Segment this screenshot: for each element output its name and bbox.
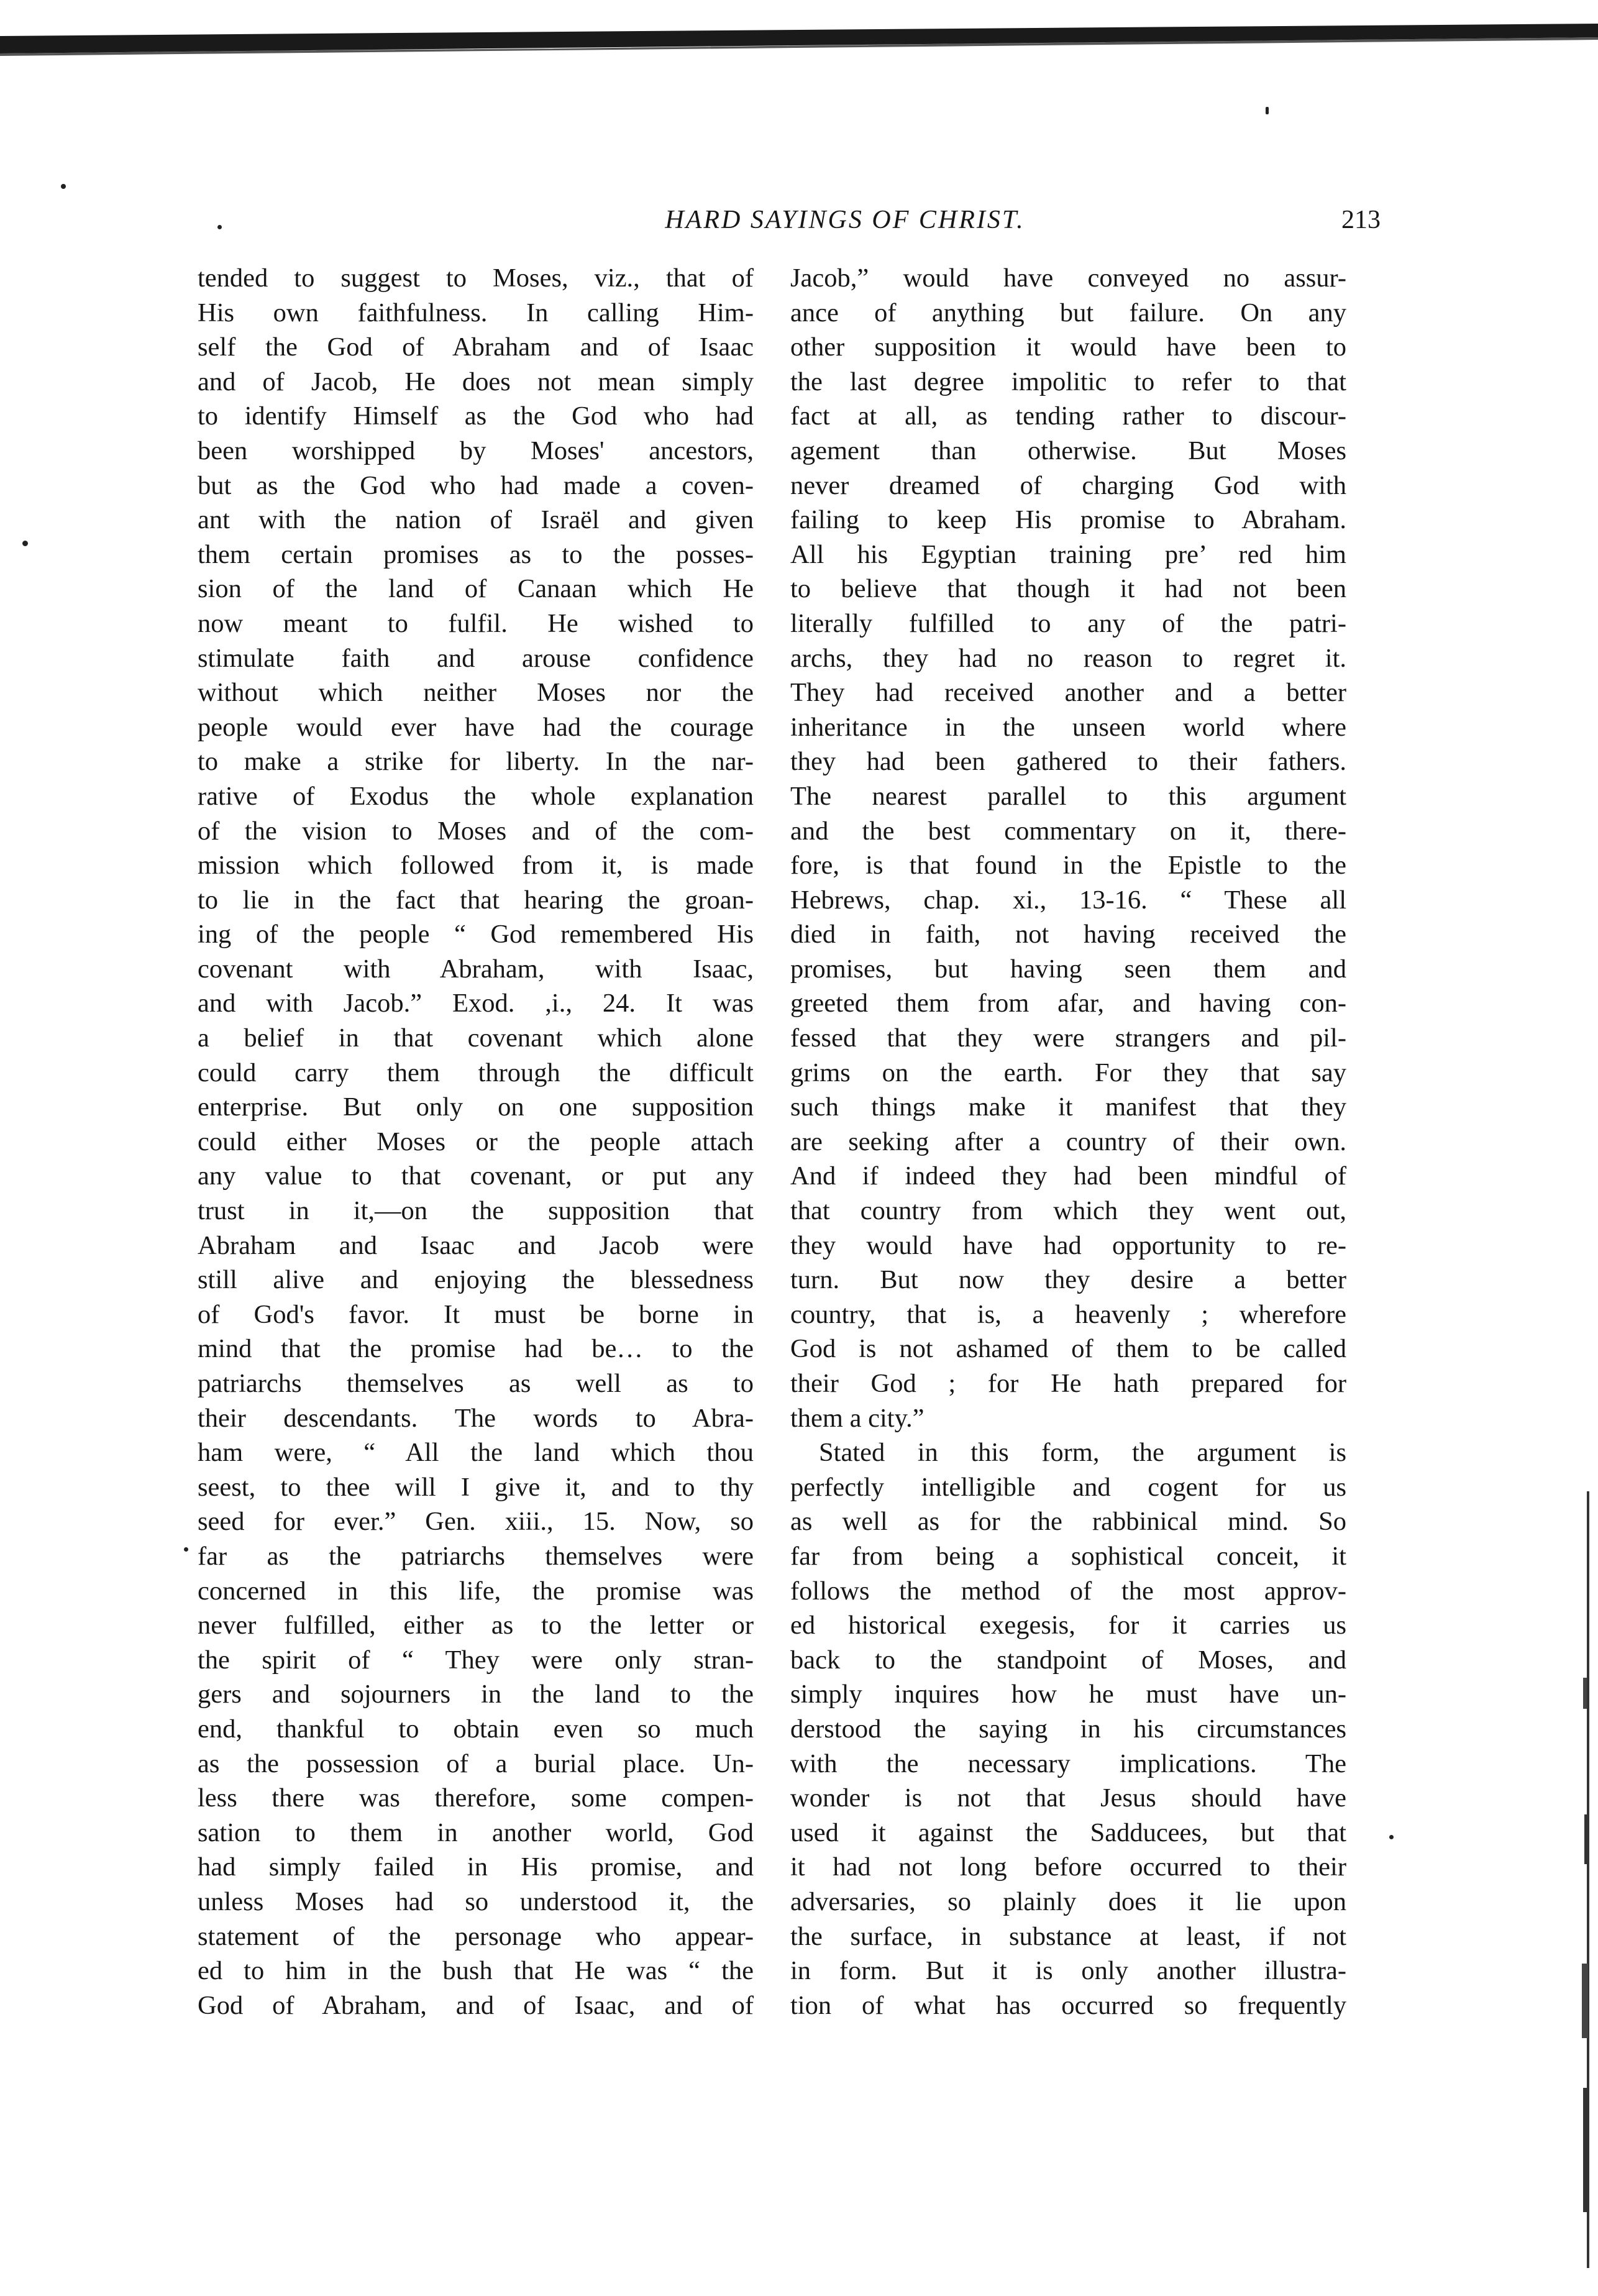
- text-line: literally fulfilled to any of the patri-: [790, 608, 1346, 638]
- text-line: fore, is that found in the Epistle to the: [790, 851, 1346, 880]
- text-line: failing to keep His promise to Abraham.: [790, 505, 1346, 535]
- text-line: country, that is, a heavenly ; wherefore: [790, 1299, 1346, 1329]
- scan-top-edge: [0, 24, 1598, 61]
- text-line: less there was therefore, some compen-: [198, 1783, 754, 1813]
- text-line: but as the God who had made a coven-: [198, 470, 754, 500]
- text-line: trust in it,—on the supposition that: [198, 1196, 754, 1226]
- text-line: never dreamed of charging God with: [790, 470, 1346, 500]
- text-line: such things make it manifest that they: [790, 1092, 1346, 1122]
- text-line: that country from which they went out,: [790, 1196, 1346, 1226]
- text-line: His own faithfulness. In calling Him-: [198, 298, 754, 327]
- text-line: All his Egyptian training pre’ red him: [790, 539, 1346, 569]
- scan-speck: [1389, 1835, 1394, 1839]
- text-line: Abraham and Isaac and Jacob were: [198, 1230, 754, 1260]
- text-line: them certain promises as to the posses-: [198, 539, 754, 569]
- text-line: greeted them from afar, and having con-: [790, 989, 1346, 1018]
- scan-edge-noise: [1573, 1491, 1598, 2268]
- text-line: far from being a sophistical conceit, it: [790, 1541, 1346, 1571]
- text-line: to lie in the fact that hearing the groan-: [198, 885, 754, 915]
- text-line: fessed that they were strangers and pil-: [790, 1023, 1346, 1053]
- text-line: Stated in this form, the argument is: [819, 1438, 1346, 1468]
- text-line: could carry them through the difficult: [198, 1058, 754, 1087]
- page-header: [211, 205, 1392, 242]
- text-line: never fulfilled, either as to the letter or: [198, 1611, 754, 1640]
- text-line: could either Moses or the people attach: [198, 1127, 754, 1156]
- text-line: Hebrews, chap. xi., 13-16. “ These all: [790, 885, 1346, 915]
- text-line: now meant to fulfil. He wished to: [198, 608, 754, 638]
- text-line: patriarchs themselves as well as to: [198, 1369, 754, 1398]
- text-line: The nearest parallel to this argument: [790, 781, 1346, 811]
- text-line: been worshipped by Moses' ancestors,: [198, 436, 754, 465]
- text-line: concerned in this life, the promise was: [198, 1576, 754, 1606]
- text-line: with the necessary implications. The: [790, 1749, 1346, 1778]
- text-line: other supposition it would have been to: [790, 332, 1346, 362]
- text-line: the last degree impolitic to refer to that: [790, 367, 1346, 396]
- text-line: ed historical exegesis, for it carries us: [790, 1611, 1346, 1640]
- text-line: gers and sojourners in the land to the: [198, 1680, 754, 1709]
- text-line: agement than otherwise. But Moses: [790, 436, 1346, 465]
- scan-speck: [61, 184, 66, 189]
- scan-speck: [1266, 107, 1269, 114]
- text-line: turn. But now they desire a better: [790, 1265, 1346, 1295]
- text-line: it had not long before occurred to their: [790, 1852, 1346, 1882]
- text-line: rative of Exodus the whole explanation: [198, 781, 754, 811]
- text-line: end, thankful to obtain even so much: [198, 1714, 754, 1744]
- text-line: in form. But it is only another illustra-: [790, 1956, 1346, 1986]
- text-line: self the God of Abraham and of Isaac: [198, 332, 754, 362]
- text-line: a belief in that covenant which alone: [198, 1023, 754, 1053]
- text-line: and of Jacob, He does not mean simply: [198, 367, 754, 396]
- text-line: their God ; for He hath prepared for: [790, 1369, 1346, 1398]
- text-line: they had been gathered to their fathers.: [790, 747, 1346, 777]
- text-line: tended to suggest to Moses, viz., that of: [198, 263, 754, 293]
- page-number: 213: [1341, 206, 1381, 234]
- text-line: mind that the promise had be… to the: [198, 1334, 754, 1364]
- text-line: as well as for the rabbinical mind. So: [790, 1507, 1346, 1537]
- text-line: them a city.”: [790, 1403, 925, 1433]
- text-line: sion of the land of Canaan which He: [198, 574, 754, 604]
- text-line: covenant with Abraham, with Isaac,: [198, 954, 754, 984]
- text-line: ance of anything but failure. On any: [790, 298, 1346, 327]
- text-line: still alive and enjoying the blessedness: [198, 1265, 754, 1295]
- text-line: fact at all, as tending rather to discour-: [790, 401, 1346, 431]
- text-line: grims on the earth. For they that say: [790, 1058, 1346, 1087]
- text-line: perfectly intelligible and cogent for us: [790, 1472, 1346, 1502]
- scan-speck: [22, 541, 28, 546]
- text-line: seed for ever.” Gen. xiii., 15. Now, so: [198, 1507, 754, 1537]
- text-line: their descendants. The words to Abra-: [198, 1403, 754, 1433]
- text-line: tion of what has occurred so frequently: [790, 1990, 1346, 2020]
- text-line: and the best commentary on it, there-: [790, 816, 1346, 846]
- text-line: ed to him in the bush that He was “ the: [198, 1956, 754, 1986]
- text-line: promises, but having seen them and: [790, 954, 1346, 984]
- text-line: the spirit of “ They were only stran-: [198, 1645, 754, 1675]
- text-line: to identify Himself as the God who had: [198, 401, 754, 431]
- running-head: HARD SAYINGS OF CHRIST.: [665, 206, 1025, 234]
- text-line: far as the patriarchs themselves were: [198, 1541, 754, 1571]
- text-line: ham were, “ All the land which thou: [198, 1438, 754, 1468]
- text-line: died in faith, not having received the: [790, 920, 1346, 949]
- text-line: follows the method of the most approv-: [790, 1576, 1346, 1606]
- text-line: Jacob,” would have conveyed no assur-: [790, 263, 1346, 293]
- right-column: [790, 261, 1346, 2023]
- text-line: any value to that covenant, or put any: [198, 1161, 754, 1191]
- text-line: sation to them in another world, God: [198, 1818, 754, 1847]
- text-line: without which neither Moses nor the: [198, 678, 754, 708]
- text-line: enterprise. But only on one supposition: [198, 1092, 754, 1122]
- text-line: wonder is not that Jesus should have: [790, 1783, 1346, 1813]
- text-line: to believe that though it had not been: [790, 574, 1346, 604]
- text-line: they would have had opportunity to re-: [790, 1230, 1346, 1260]
- text-line: of God's favor. It must be borne in: [198, 1299, 754, 1329]
- text-line: God of Abraham, and of Isaac, and of: [198, 1990, 754, 2020]
- text-line: They had received another and a better: [790, 678, 1346, 708]
- left-column: [198, 261, 754, 2023]
- text-line: as the possession of a burial place. Un-: [198, 1749, 754, 1778]
- text-line: ant with the nation of Israël and given: [198, 505, 754, 535]
- text-line: archs, they had no reason to regret it.: [790, 643, 1346, 673]
- text-line: simply inquires how he must have un-: [790, 1680, 1346, 1709]
- text-line: adversaries, so plainly does it lie upon: [790, 1887, 1346, 1916]
- text-line: had simply failed in His promise, and: [198, 1852, 754, 1882]
- scan-speck: [184, 1547, 188, 1552]
- text-line: seest, to thee will I give it, and to thy: [198, 1472, 754, 1502]
- text-line: statement of the personage who appear-: [198, 1921, 754, 1951]
- text-line: used it against the Sadducees, but that: [790, 1818, 1346, 1847]
- text-line: the surface, in substance at least, if not: [790, 1921, 1346, 1951]
- text-line: are seeking after a country of their own.: [790, 1127, 1346, 1156]
- text-line: God is not ashamed of them to be called: [790, 1334, 1346, 1364]
- text-line: people would ever have had the courage: [198, 712, 754, 742]
- text-line: to make a strike for liberty. In the nar-: [198, 747, 754, 777]
- text-line: And if indeed they had been mindful of: [790, 1161, 1346, 1191]
- text-line: and with Jacob.” Exod. ,i., 24. It was: [198, 989, 754, 1018]
- text-line: of the vision to Moses and of the com-: [198, 816, 754, 846]
- text-line: derstood the saying in his circumstances: [790, 1714, 1346, 1744]
- text-line: ing of the people “ God remembered His: [198, 920, 754, 949]
- text-line: unless Moses had so understood it, the: [198, 1887, 754, 1916]
- text-line: mission which followed from it, is made: [198, 851, 754, 880]
- text-line: stimulate faith and arouse confidence: [198, 643, 754, 673]
- text-line: back to the standpoint of Moses, and: [790, 1645, 1346, 1675]
- text-line: inheritance in the unseen world where: [790, 712, 1346, 742]
